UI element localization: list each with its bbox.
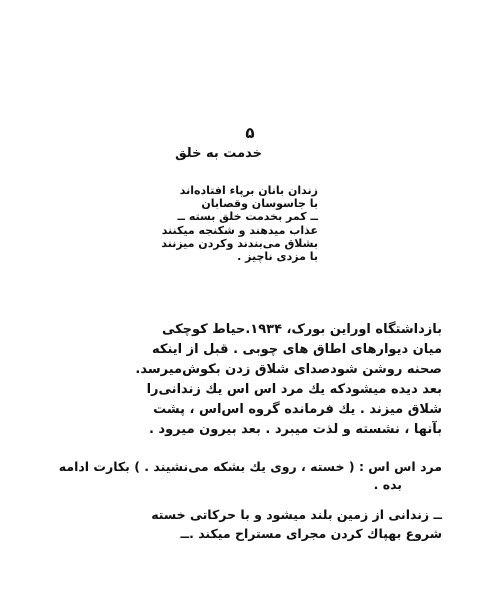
epigraph-line: ــ کمر بخدمت خلق بسته ــ [177,210,318,224]
stage-line: شروع بهپاك کردن مجرای مستراح میکند .ــ [180,526,442,541]
epigraph-poem [108,184,318,263]
body-line: شلاق میزند . یك فرمانده گروه اس‌اس ، پشت [153,402,442,417]
dialogue-line: بده . [373,477,402,492]
epigraph-line: زندان بانان برپاء افتاده‌اند [179,184,318,197]
epigraph-line: بشلاق می‌بندند وکردن میزنند [161,236,318,250]
scene-description [62,320,442,440]
epigraph-line: با جاسوسان وقصابان [201,197,318,211]
body-line: بازداشتگاه اوراین بورک، ۱۹۳۴.حیاط کوچکی [161,322,442,337]
dialogue-block [58,458,442,494]
dialogue-line: مرد اس اس : ( خسته ، روی یك بشکه می‌نشیند . ) بکارت ادامه [58,459,442,474]
stage-line: ــ زندانی از زمین بلند میشود و با حرکاتی خسته [151,507,442,522]
epigraph-line: با مزدی ناچیز . [237,250,318,264]
epigraph-line: عذاب میدهند و شکنجه میکنند [161,223,318,237]
chapter-number: ۵ [245,124,255,142]
body-line: میان دیوارهای اطاق های چوبی . قبل از اینکه [152,342,442,357]
stage-direction [62,505,442,543]
body-line: صحنه روشن شودصدای شلاق زدن بکوش‌میرسد. [135,362,442,377]
chapter-title: خدمت به خلق [175,146,262,161]
body-line: بعد دیده میشودکه یك مرد اس اس یك زندانی‌را [146,382,442,397]
body-line: بآنها ، نشسته و لذت میبرد . بعد بیرون میرود . [148,422,442,437]
